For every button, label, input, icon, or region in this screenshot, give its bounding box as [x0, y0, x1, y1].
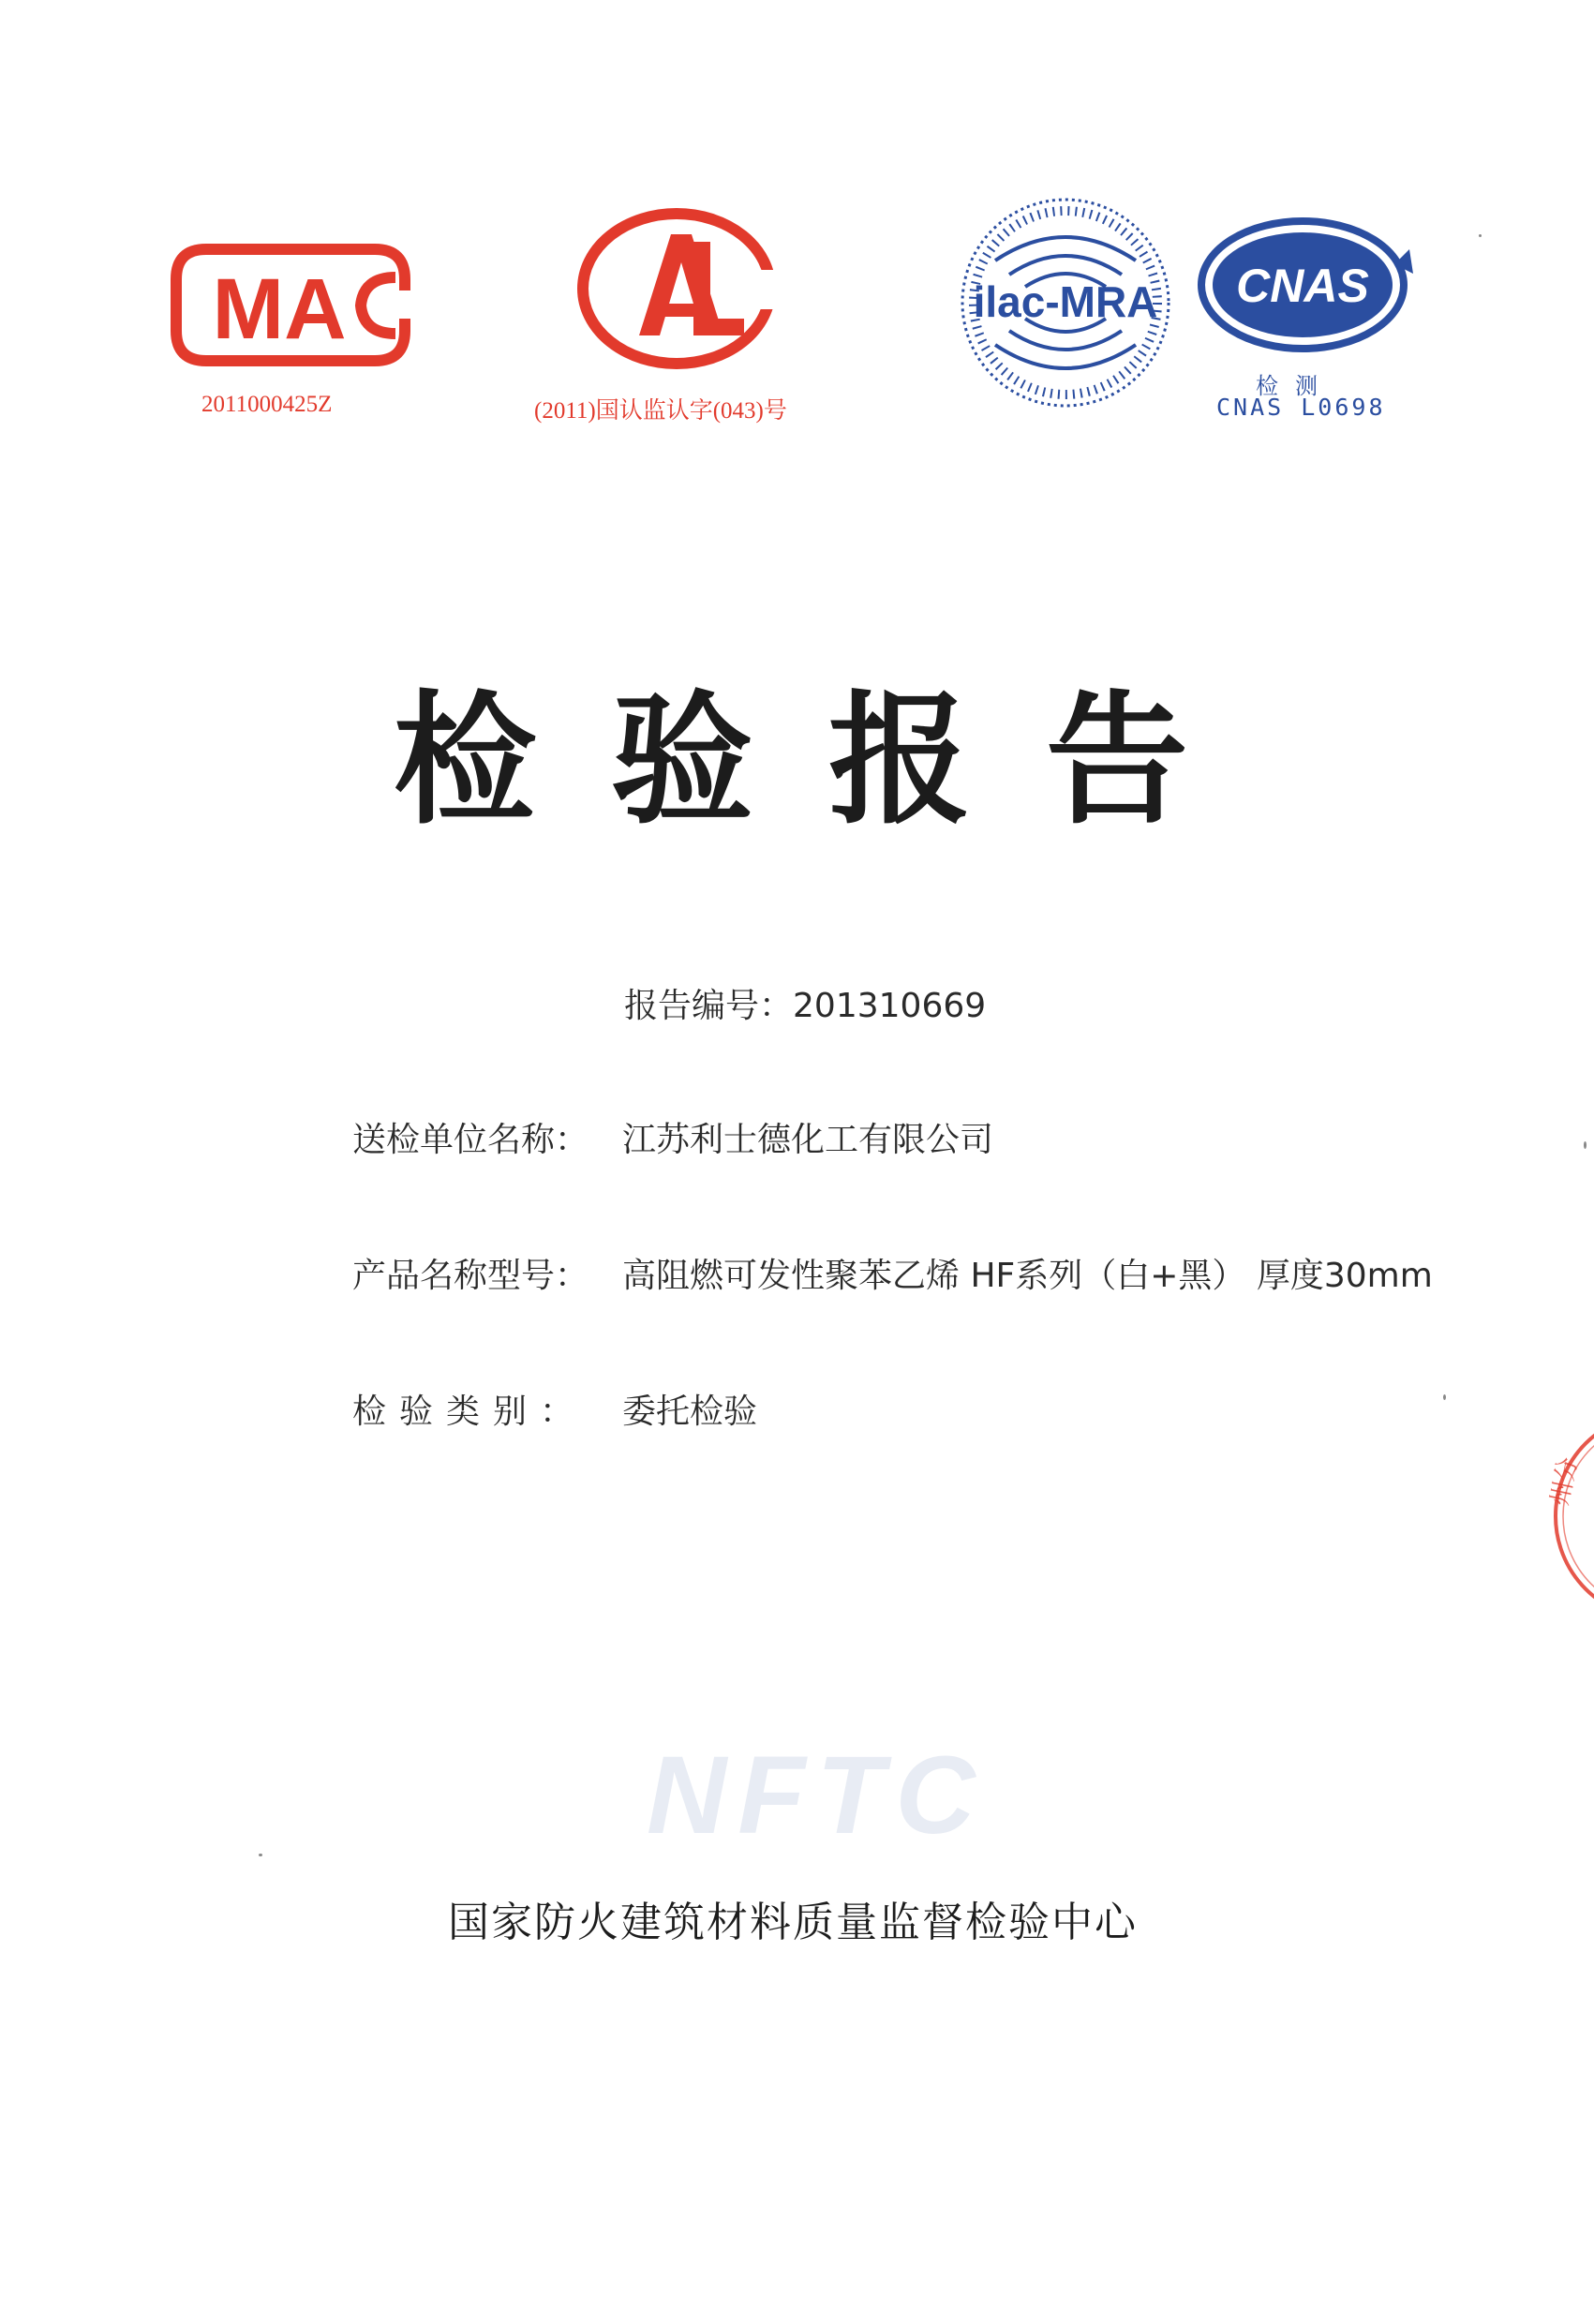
cnas-logo-text: CNAS [1236, 260, 1369, 312]
ilac-logo-text: ilac-MRA [973, 277, 1158, 326]
report-number-value: 201310669 [793, 987, 987, 1025]
product-label: 产品名称型号： [352, 1257, 589, 1295]
cal-logo [574, 204, 789, 373]
cma-logo-text: MA [212, 261, 347, 357]
cnas-logo [1192, 208, 1417, 367]
scan-speck [1479, 234, 1482, 237]
seal-text: 州分 [1546, 1454, 1584, 1509]
scan-speck [1584, 1141, 1587, 1149]
seal-stamp [1546, 1394, 1594, 1638]
product-value: 高阻燃可发性聚苯乙烯 HF系列（白+黑） 厚度30mm [622, 1257, 1433, 1295]
scan-speck [259, 1854, 262, 1856]
sender-row [352, 1113, 993, 1161]
category-label: 检验类别： [352, 1393, 588, 1431]
report-number-row [624, 979, 986, 1027]
sender-value: 江苏利士德化工有限公司 [622, 1121, 994, 1159]
cnas-accreditation-number: CNAS L0698 [1216, 394, 1386, 421]
category-row [352, 1385, 757, 1433]
sender-label: 送检单位名称： [352, 1121, 589, 1159]
category-value: 委托检验 [622, 1393, 758, 1431]
nftc-watermark: NFTC [647, 1734, 987, 1857]
document-title: 检验报告 [394, 678, 1263, 843]
product-row [352, 1249, 1433, 1297]
cal-license-number: (2011)国认监认字(043)号 [534, 398, 787, 424]
scan-speck [1443, 1394, 1446, 1400]
cnas-testing-label: 检测 [1256, 373, 1334, 399]
ilac-mra-logo [958, 195, 1173, 410]
cma-license-number: 2011000425Z [201, 392, 333, 417]
report-number-label: 报告编号： [624, 987, 794, 1025]
cma-logo [169, 242, 412, 368]
issuer-name: 国家防火建筑材料质量监督检验中心 [448, 1899, 1138, 1946]
